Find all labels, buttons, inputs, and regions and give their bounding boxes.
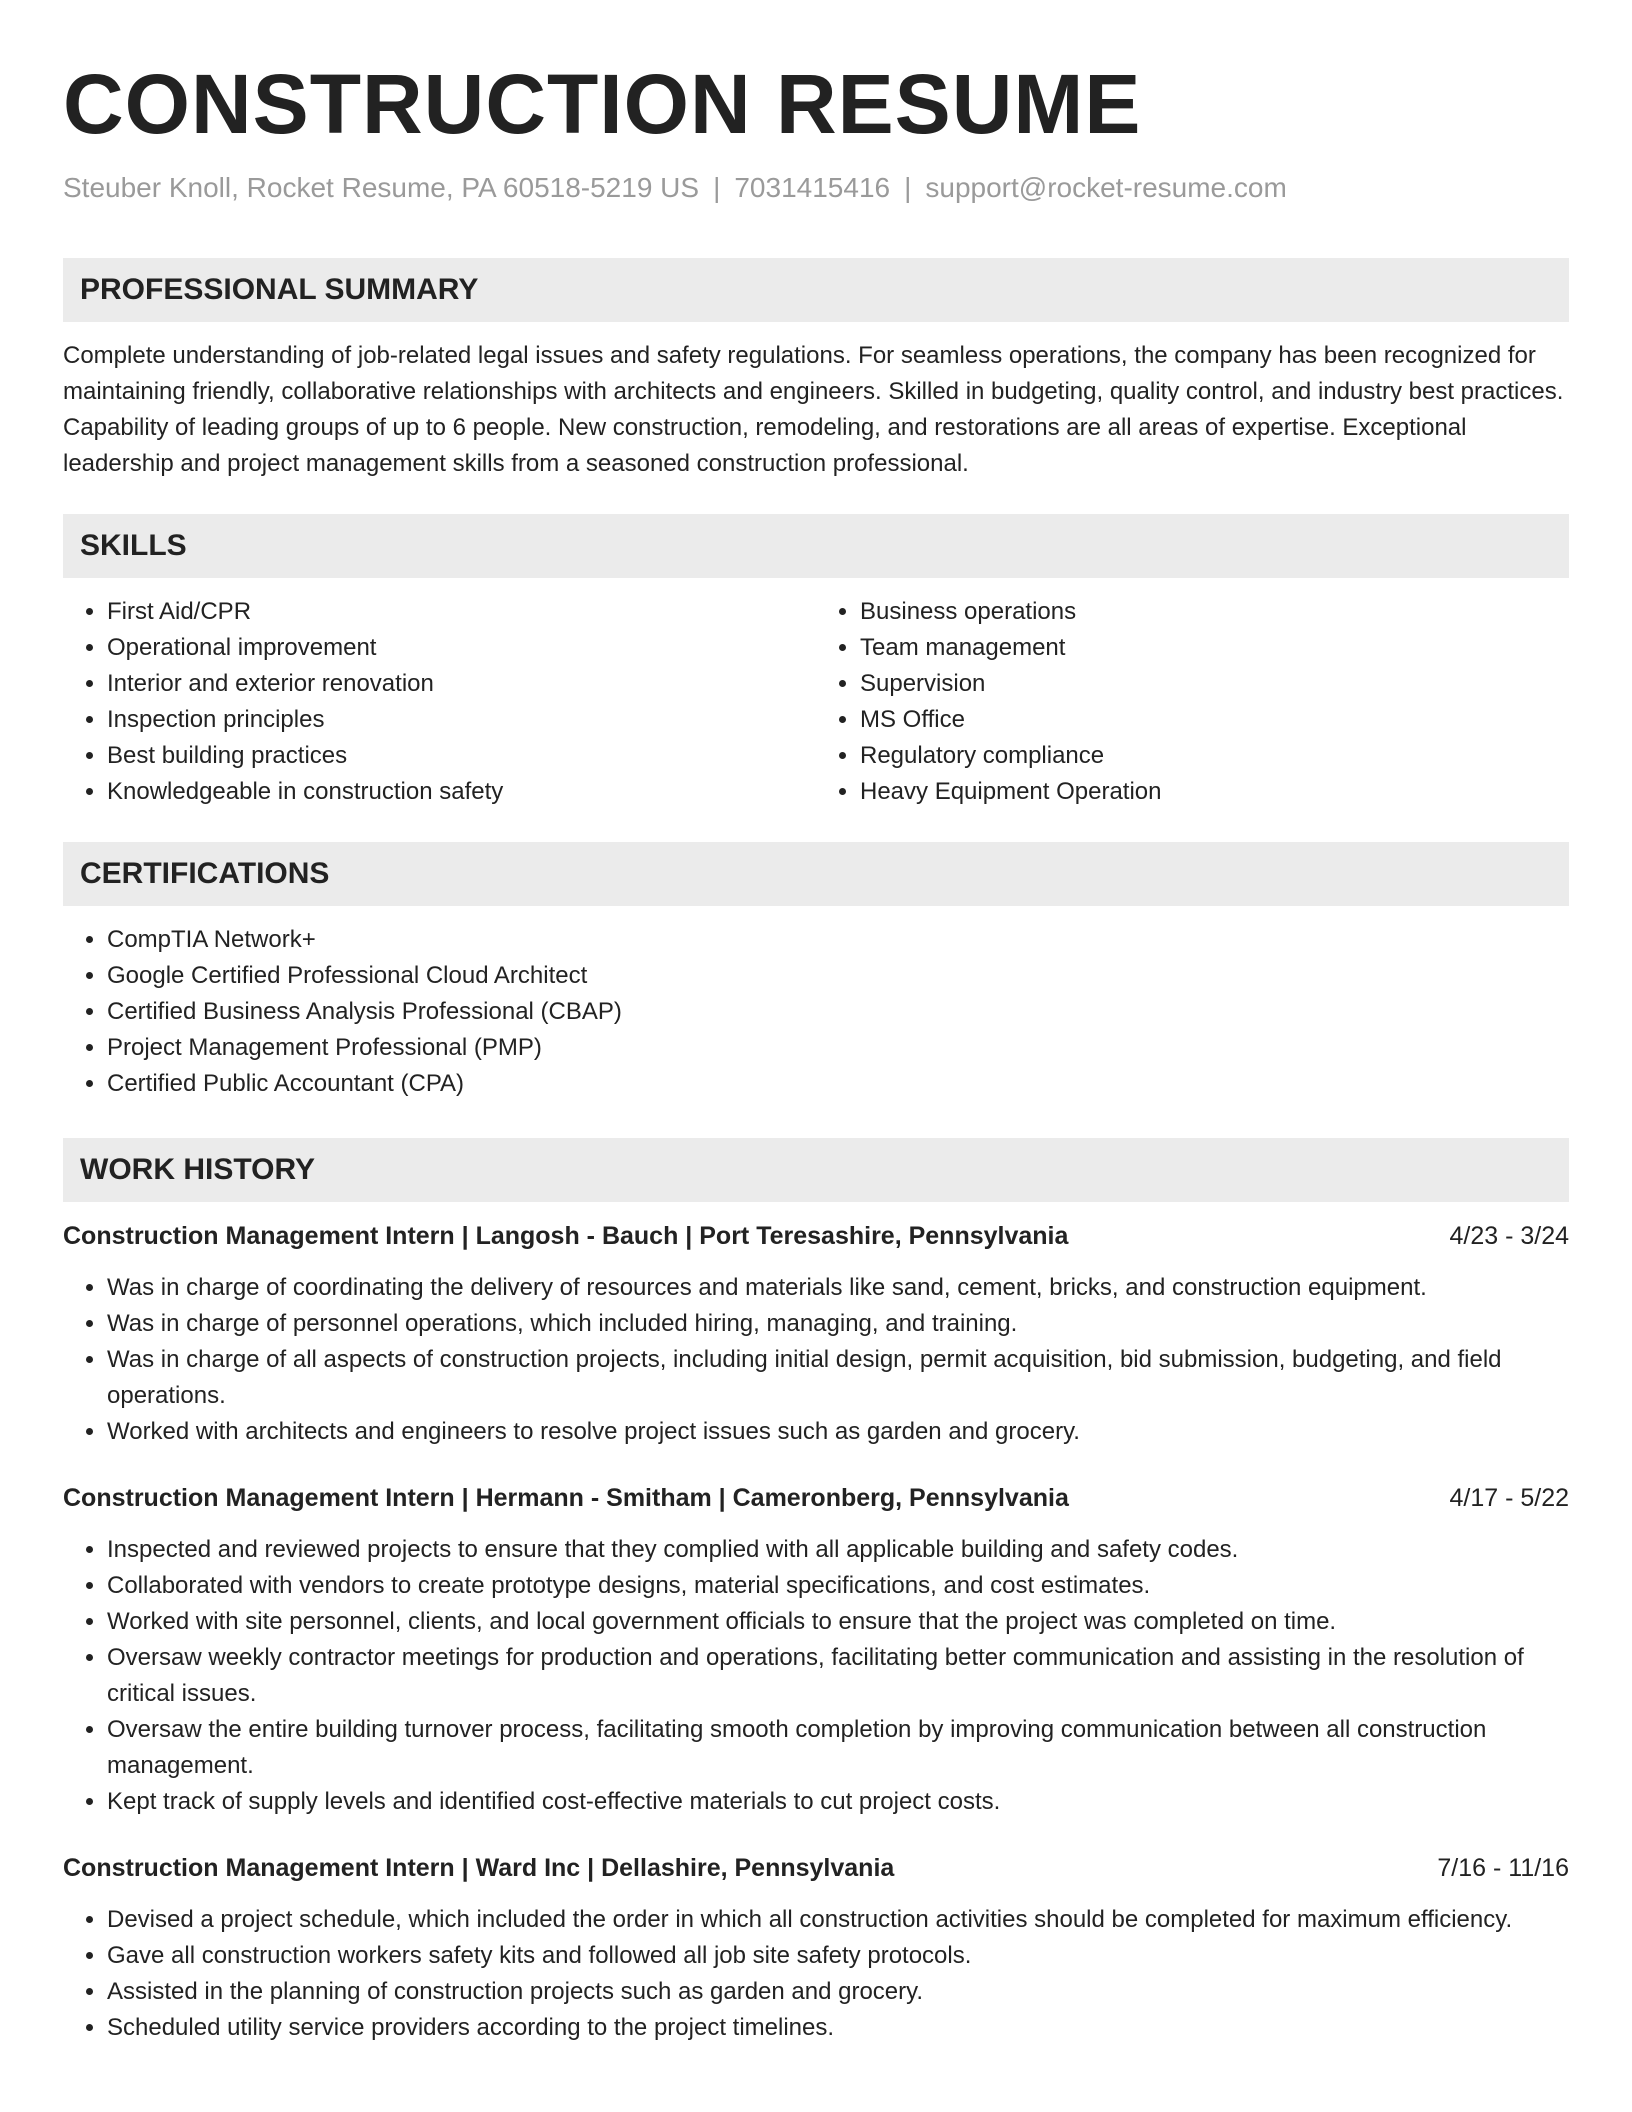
resume-name: CONSTRUCTION RESUME [63,57,1142,151]
job-header [63,1218,1569,1254]
job-bullet: • Assisted in the planning of construction projects such as garden and grocery. [107,1974,1569,2010]
contact-phone: 7031415416 [734,172,891,203]
certification-item: • Project Management Professional (PMP) [107,1030,1569,1066]
job-bullets [63,1270,1569,1450]
certification-item: • Certified Public Accountant (CPA) [107,1066,1569,1102]
skill-item: • Regulatory compliance [860,738,1569,774]
skill-item: • Inspection principles [107,702,816,738]
job-title: Construction Management Intern | Langosh - Bauch | Port Teresashire, Pennsylvania [63,1222,1069,1250]
job-bullet: • Worked with architects and engineers to resolve project issues such as garden and grocery. [107,1414,1569,1450]
job-bullet: • Was in charge of personnel operations, which included hiring, managing, and training. [107,1306,1569,1342]
skill-item: • Knowledgeable in construction safety [107,774,816,810]
job-dates: 4/17 - 5/22 [1449,1484,1569,1512]
skill-item: • Supervision [860,666,1569,702]
contact-address: Steuber Knoll, Rocket Resume, PA 60518-5219 US [63,172,700,203]
skill-item: • First Aid/CPR [107,594,816,630]
certifications-list [63,922,1569,1102]
job-entry [63,1218,1569,1450]
job-bullet: • Oversaw the entire building turnover process, facilitating smooth completion by improving communication between all construction management. [107,1712,1569,1784]
skills-grid [63,594,1569,810]
job-dates: 7/16 - 11/16 [1437,1854,1569,1882]
certification-item: • Certified Business Analysis Professional (CBAP) [107,994,1569,1030]
work-history-heading: WORK HISTORY [63,1138,1569,1202]
job-bullet: • Scheduled utility service providers according to the project timelines. [107,2010,1569,2046]
job-bullets [63,1902,1569,2046]
job-bullet: • Collaborated with vendors to create prototype designs, material specifications, and cost estimates. [107,1568,1569,1604]
job-entry [63,1850,1569,2046]
contact-separator: | [713,172,721,203]
skills-list-right [816,594,1569,810]
job-bullet: • Worked with site personnel, clients, and local government officials to ensure that the project was completed on time. [107,1604,1569,1640]
skill-item: • Team management [860,630,1569,666]
skills-list-left [63,594,816,810]
skill-item: • MS Office [860,702,1569,738]
job-bullet: • Was in charge of coordinating the delivery of resources and materials like sand, cement, bricks, and construction equipment. [107,1270,1569,1306]
skill-item: • Heavy Equipment Operation [860,774,1569,810]
skill-item: • Best building practices [107,738,816,774]
summary-heading: PROFESSIONAL SUMMARY [63,258,1569,322]
job-bullet: • Inspected and reviewed projects to ensure that they complied with all applicable building and safety codes. [107,1532,1569,1568]
summary-text: Complete understanding of job-related legal issues and safety regulations. For seamless operations, the company has been recognized for maintaining friendly, collaborative relationships with architects and engineers. Skilled in budgeting, quality control, and industry best practices. Capability of leading groups of up to 6 people. New construction, remodeling, and restorations are all areas of expertise. Exceptional leadership and project management skills from a seasoned construction professional. [63,342,1564,477]
job-bullet: • Was in charge of all aspects of construction projects, including initial design, permit acquisition, bid submission, budgeting, and field operations. [107,1342,1569,1414]
job-title: Construction Management Intern | Hermann - Smitham | Cameronberg, Pennsylvania [63,1484,1069,1512]
skill-item: • Operational improvement [107,630,816,666]
job-bullet: • Oversaw weekly contractor meetings for production and operations, facilitating better communication and assisting in the resolution of critical issues. [107,1640,1569,1712]
job-bullets [63,1532,1569,1820]
job-entry [63,1480,1569,1820]
job-bullet: • Devised a project schedule, which included the order in which all construction activities should be completed for maximum efficiency. [107,1902,1569,1938]
certification-item: • CompTIA Network+ [107,922,1569,958]
contact-email: support@rocket-resume.com [925,172,1287,203]
skills-heading: SKILLS [63,514,1569,578]
job-header [63,1850,1569,1886]
skill-item: • Business operations [860,594,1569,630]
certification-item: • Google Certified Professional Cloud Architect [107,958,1569,994]
job-dates: 4/23 - 3/24 [1449,1222,1569,1250]
contact-separator: | [904,172,912,203]
job-header [63,1480,1569,1516]
skill-item: • Interior and exterior renovation [107,666,816,702]
contact-line [63,170,1569,206]
job-title: Construction Management Intern | Ward Inc | Dellashire, Pennsylvania [63,1854,895,1882]
job-bullet: • Kept track of supply levels and identified cost-effective materials to cut project costs. [107,1784,1569,1820]
certifications-heading: CERTIFICATIONS [63,842,1569,906]
job-bullet: • Gave all construction workers safety kits and followed all job site safety protocols. [107,1938,1569,1974]
